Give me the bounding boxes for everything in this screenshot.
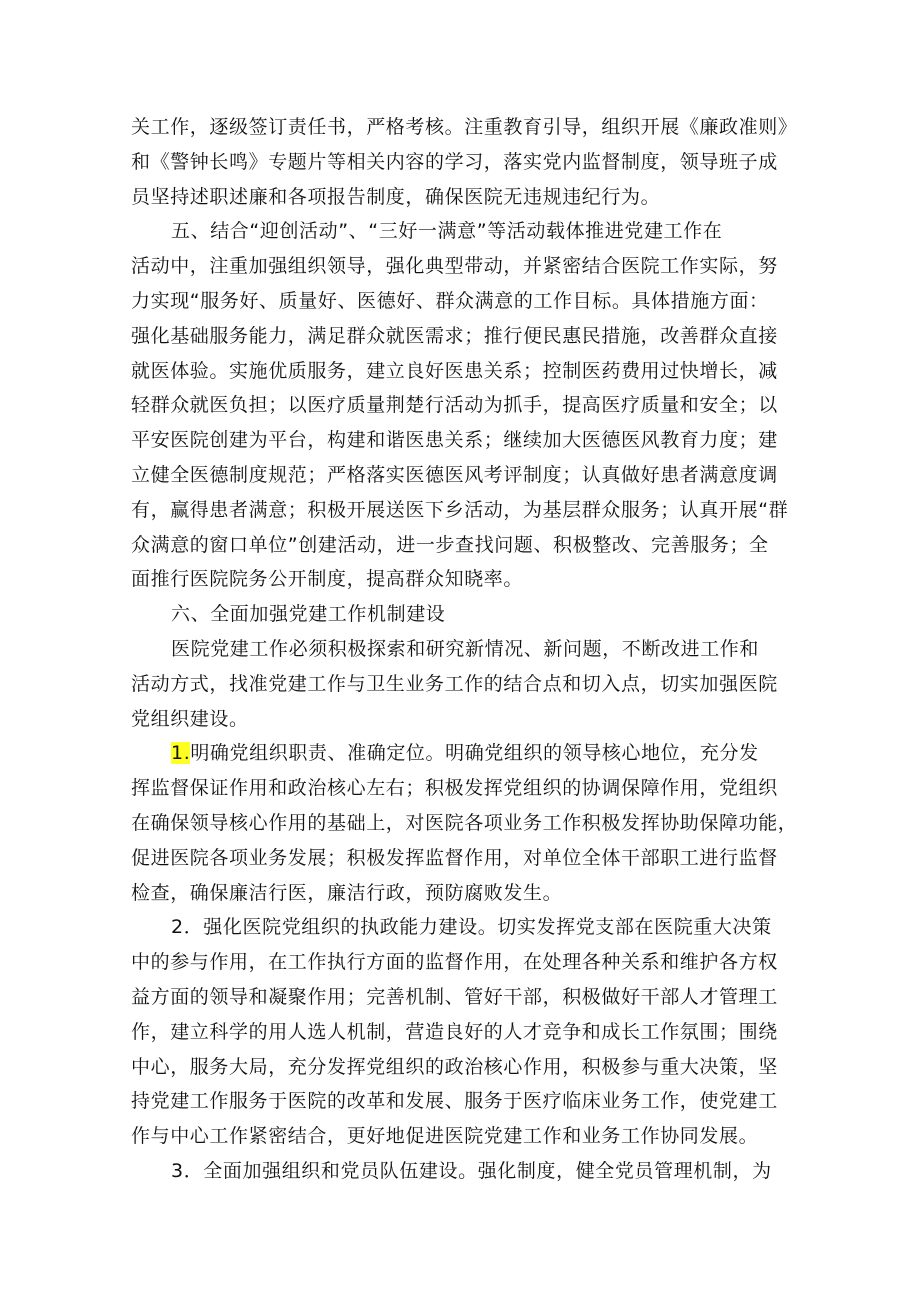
document-body xyxy=(131,110,798,1189)
paragraph-line: 平安医院创建为平台，构建和谐医患关系；继续加大医德医风教育力度；建 xyxy=(131,429,778,452)
paragraph-line: 面推行医院院务公开制度，提高群众知晓率。 xyxy=(131,568,524,591)
paragraph-line: 强化基础服务能力，满足群众就医需求；推行便民惠民措施，改善群众直接 xyxy=(131,324,778,347)
item-1-text: 明确党组织职责、准确定位。明确党组织的领导核心地位，充分发 xyxy=(190,742,759,765)
paragraph-line: 中心，服务大局，充分发挥党组织的政治核心作用，积极参与重大决策，坚 xyxy=(131,1055,778,1078)
paragraph-line: 关工作，逐级签订责任书，严格考核。注重教育引导，组织开展《廉政准则》 xyxy=(131,116,798,138)
paragraph-line: 活动方式，找准党建工作与卫生业务工作的结合点和切入点，切实加强医院 xyxy=(131,672,778,695)
paragraph-line: 活动中，注重加强组织领导，强化典型带动，并紧密结合医院工作实际，努 xyxy=(131,255,778,278)
paragraph-line: 立健全医德制度规范；严格落实医德医风考评制度；认真做好患者满意度调 xyxy=(131,463,778,486)
paragraph-line: 众满意的窗口单位”创建活动，进一步查找问题、积极整改、完善服务；全 xyxy=(131,533,769,556)
paragraph-line: 在确保领导核心作用的基础上，对医院各项业务工作积极发挥协助保障功能， xyxy=(131,811,798,834)
paragraph-line: 作与中心工作紧密结合，更好地促进医院党建工作和业务工作协同发展。 xyxy=(131,1125,759,1148)
numbered-item-3-line: 3．全面加强组织和党员队伍建设。强化制度，健全党员管理机制，为 xyxy=(171,1159,772,1182)
paragraph-line: 挥监督保证作用和政治核心左右；积极发挥党组织的协调保障作用，党组织 xyxy=(131,777,778,800)
paragraph-line: 党组织建设。 xyxy=(131,707,249,730)
item-number-highlight: 1. xyxy=(171,742,191,765)
paragraph-line: 持党建工作服务于医院的改革和发展、服务于医疗临床业务工作，使党建工 xyxy=(131,1090,778,1113)
numbered-item-1-line xyxy=(131,736,793,771)
paragraph-line: 员坚持述职述廉和各项报告制度，确保医院无违规违纪行为。 xyxy=(131,185,661,208)
paragraph-line: 益方面的领导和凝聚作用；完善机制、管好干部，积极做好干部人才管理工 xyxy=(131,985,778,1008)
paragraph-line: 力实现“服务好、质量好、医德好、群众满意的工作目标。具体措施方面： xyxy=(131,289,769,312)
paragraph-line: 医院党建工作必须积极探索和研究新情况、新问题，不断改进工作和 xyxy=(171,637,760,660)
paragraph-line: 轻群众就医负担；以医疗质量荆楚行活动为抓手，提高医疗质量和安全；以 xyxy=(131,394,778,417)
paragraph-line: 中的参与作用，在工作执行方面的监督作用，在处理各种关系和维护各方权 xyxy=(131,951,778,974)
paragraph-line: 作，建立科学的用人选人机制，营造良好的人才竞争和成长工作氛围；围绕 xyxy=(131,1020,778,1043)
numbered-item-2-line: 2．强化医院党组织的执政能力建设。切实发挥党支部在医院重大决策 xyxy=(171,916,772,939)
paragraph-line: 促进医院各项业务发展；积极发挥监督作用，对单位全体干部职工进行监督 xyxy=(131,846,778,869)
section-heading-6: 六、全面加强党建工作机制建设 xyxy=(171,603,446,626)
paragraph-line: 有，赢得患者满意；积极开展送医下乡活动，为基层群众服务；认真开展“群 xyxy=(131,498,789,521)
paragraph-line: 就医体验。实施优质服务，建立良好医患关系；控制医药费用过快增长，减 xyxy=(131,359,778,382)
paragraph-line: 和《警钟长鸣》专题片等相关内容的学习，落实党内监督制度，领导班子成 xyxy=(131,150,778,173)
paragraph-line: 检查，确保廉洁行医，廉洁行政，预防腐败发生。 xyxy=(131,881,563,904)
section-heading-5: 五、结合“迎创活动”、“三好一满意”等活动载体推进党建工作在 xyxy=(171,220,723,243)
